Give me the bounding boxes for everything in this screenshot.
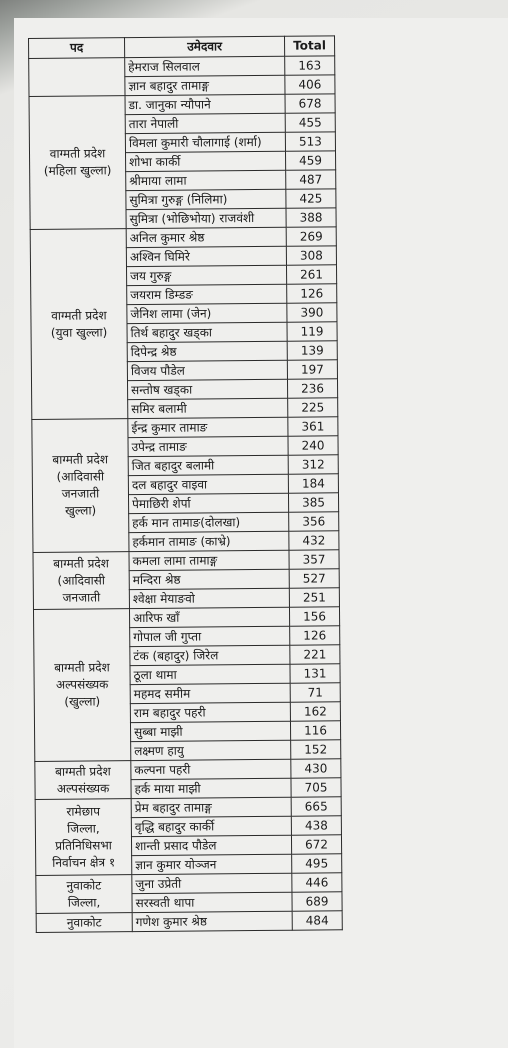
post-line: वाग्मती प्रदेश	[49, 146, 106, 161]
vote-total: 484	[292, 911, 342, 930]
vote-total: 705	[291, 778, 341, 797]
candidate-name: सुमित्रा (भोछिभोया) राजवंशी	[126, 208, 286, 228]
table-row	[36, 911, 342, 933]
post-line: (महिला खुल्ला)	[43, 163, 112, 178]
candidate-name: सरस्वती थापा	[132, 892, 292, 912]
candidate-name: उपेन्द्र तामाङ	[128, 436, 288, 456]
vote-total: 527	[289, 569, 339, 588]
candidate-name: अश्विन घिमिरे	[126, 246, 286, 266]
candidate-name: शान्ती प्रसाद पौडेल	[131, 835, 291, 855]
total-header: Total	[284, 36, 334, 56]
candidate-name: विजय पौडेल	[127, 360, 287, 380]
candidate-name: ज्ञान कुमार योञ्जन	[132, 854, 292, 874]
candidate-name: दल बहादुर वाइवा	[128, 474, 288, 494]
candidate-name: जित बहादुर बलामी	[128, 455, 288, 475]
post-line: निर्वाचन क्षेत्र १	[52, 854, 116, 870]
vote-total: 459	[285, 151, 335, 170]
candidate-name: कमला लामा तामाङ्ग	[129, 550, 289, 570]
post-cell	[35, 799, 132, 876]
vote-total: 156	[289, 607, 339, 626]
vote-total: 438	[291, 816, 341, 835]
vote-total: 487	[286, 170, 336, 189]
vote-total: 672	[291, 835, 341, 854]
post-cell	[29, 58, 125, 97]
post-cell	[32, 419, 129, 553]
candidate-name: गोपाल जी गुप्ता	[130, 626, 290, 646]
candidate-name: पेमाछिरी शेर्पा	[128, 493, 288, 513]
candidate-name: सुब्बा माझी	[130, 721, 290, 741]
vote-total: 116	[290, 721, 340, 740]
vote-total: 312	[288, 455, 338, 474]
results-body	[29, 56, 343, 933]
candidate-name: जेनिश लामा (जेन)	[127, 303, 287, 323]
candidate-name: हेमराज सिलवाल	[125, 56, 285, 76]
vote-total: 126	[290, 626, 340, 645]
vote-total: 406	[285, 75, 335, 94]
post-line: प्रतिनिधिसभा	[55, 837, 112, 853]
vote-total: 689	[292, 892, 342, 911]
candidate-name: दिपेन्द्र श्रेष्ठ	[127, 341, 287, 361]
vote-total: 126	[287, 284, 337, 303]
post-header: पद	[29, 38, 125, 59]
post-line: वाग्मती प्रदेश	[51, 307, 107, 323]
candidate-name: शोभा कार्की	[126, 151, 286, 171]
vote-total: 251	[289, 588, 339, 607]
candidate-name: हर्क माया माझी	[131, 778, 291, 798]
post-cell	[30, 229, 128, 420]
candidate-name: हर्कमान तामाङ (काभ्रे)	[129, 531, 289, 551]
post-line: खुल्ला)	[64, 503, 97, 518]
post-line: रामेछाप	[66, 803, 101, 819]
vote-total: 455	[285, 113, 335, 132]
candidate-name: तारा नेपाली	[125, 113, 285, 133]
vote-total: 225	[288, 398, 338, 417]
post-line: बाग्मती प्रदेश	[52, 452, 109, 467]
post-line: जनजाती	[61, 486, 100, 501]
vote-total: 665	[291, 797, 341, 816]
candidate-name: सुमित्रा गुरुङ्ग (निलिमा)	[126, 189, 286, 209]
post-line: जिल्ला,	[67, 820, 100, 836]
vote-total: 357	[289, 550, 339, 569]
vote-total: 261	[286, 265, 336, 284]
candidate-name: महमद समीम	[130, 683, 290, 703]
post-cell	[36, 913, 132, 933]
vote-total: 385	[288, 493, 338, 512]
vote-total: 390	[287, 303, 337, 322]
vote-total: 119	[287, 322, 337, 341]
vote-total: 446	[292, 873, 342, 892]
vote-total: 162	[290, 702, 340, 721]
vote-total: 152	[291, 740, 341, 759]
post-line: अल्पसंख्यक	[55, 677, 109, 692]
post-line: बाग्मती प्रदेश	[53, 555, 109, 571]
vote-total: 221	[290, 645, 340, 664]
vote-total: 236	[287, 379, 337, 398]
post-cell	[33, 552, 129, 610]
post-line: (आदिवासी	[57, 572, 106, 588]
candidate-name: कल्पना पहरी	[131, 759, 291, 779]
candidate-name: अनिल कुमार श्रेष्ठ	[126, 227, 286, 247]
candidate-name: हर्क मान तामाङ(दोलखा)	[129, 512, 289, 532]
candidate-name: तिर्थ बहादुर खड्का	[127, 322, 287, 342]
candidate-name: श्रीमाया लामा	[126, 170, 286, 190]
candidate-name: आरिफ खाँ	[129, 607, 289, 627]
results-table	[28, 35, 343, 933]
post-line: जनजाती	[62, 589, 101, 605]
post-line: (खुल्ला)	[64, 694, 101, 709]
post-line: नुवाकोट	[66, 877, 102, 893]
post-line: बाग्मती प्रदेश	[54, 660, 110, 675]
post-cell	[35, 761, 131, 800]
post-line: अल्पसंख्यक	[56, 780, 110, 796]
vote-total: 269	[286, 227, 336, 246]
candidate-name: ठूला थामा	[130, 664, 290, 684]
vote-total: 356	[289, 512, 339, 531]
candidate-name: गणेश कुमार श्रेष्ठ	[132, 911, 292, 931]
candidate-header: उमेदवार	[125, 36, 285, 57]
candidate-name: ईन्द्र कुमार तामाङ	[128, 417, 288, 437]
post-line: (युवा खुल्ला)	[50, 324, 108, 340]
post-line: (आदिवासी	[56, 469, 105, 484]
vote-total: 361	[288, 417, 338, 436]
vote-total: 139	[287, 341, 337, 360]
post-cell	[29, 96, 126, 230]
candidate-name: डा. जानुका न्यौपाने	[125, 94, 285, 114]
candidate-name: जयराम डिम्डङ	[127, 284, 287, 304]
vote-total: 432	[289, 531, 339, 550]
vote-total: 430	[291, 759, 341, 778]
vote-total: 513	[285, 132, 335, 151]
post-line: नुवाकोट	[66, 914, 102, 930]
post-cell	[36, 875, 132, 914]
candidate-name: लक्ष्मण हायु	[131, 740, 291, 760]
candidate-name: टंक (बहादुर) जिरेल	[130, 645, 290, 665]
vote-total: 495	[292, 854, 342, 873]
vote-total: 240	[288, 436, 338, 455]
vote-total: 388	[286, 208, 336, 227]
candidate-name: श्वेक्षा मेयाङवो	[129, 588, 289, 608]
vote-total: 131	[290, 664, 340, 683]
candidate-name: ज्ञान बहादुर तामाङ्ग	[125, 75, 285, 95]
vote-total: 197	[287, 360, 337, 379]
header-row	[29, 36, 335, 59]
candidate-name: समिर बलामी	[128, 398, 288, 418]
candidate-name: जय गुरुङ्ग	[126, 265, 286, 285]
candidate-name: राम बहादुर पहरी	[130, 702, 290, 722]
vote-total: 71	[290, 683, 340, 702]
vote-total: 163	[285, 56, 335, 75]
candidate-name: वृद्धि बहादुर कार्की	[131, 816, 291, 836]
candidate-name: प्रेम बहादुर तामाङ्ग	[131, 797, 291, 817]
vote-total: 425	[286, 189, 336, 208]
vote-total: 184	[288, 474, 338, 493]
candidate-name: जुना उप्रेती	[132, 873, 292, 893]
post-line: बाग्मती प्रदेश	[55, 763, 111, 779]
vote-total: 308	[286, 246, 336, 265]
post-line: जिल्ला,	[67, 894, 101, 910]
candidate-name: सन्तोष खड्का	[127, 379, 287, 399]
candidate-name: विमला कुमारी चौलागाई (शर्मा)	[125, 132, 285, 152]
post-cell	[33, 609, 130, 762]
candidate-name: मन्दिरा श्रेष्ठ	[129, 569, 289, 589]
vote-total: 678	[285, 94, 335, 113]
